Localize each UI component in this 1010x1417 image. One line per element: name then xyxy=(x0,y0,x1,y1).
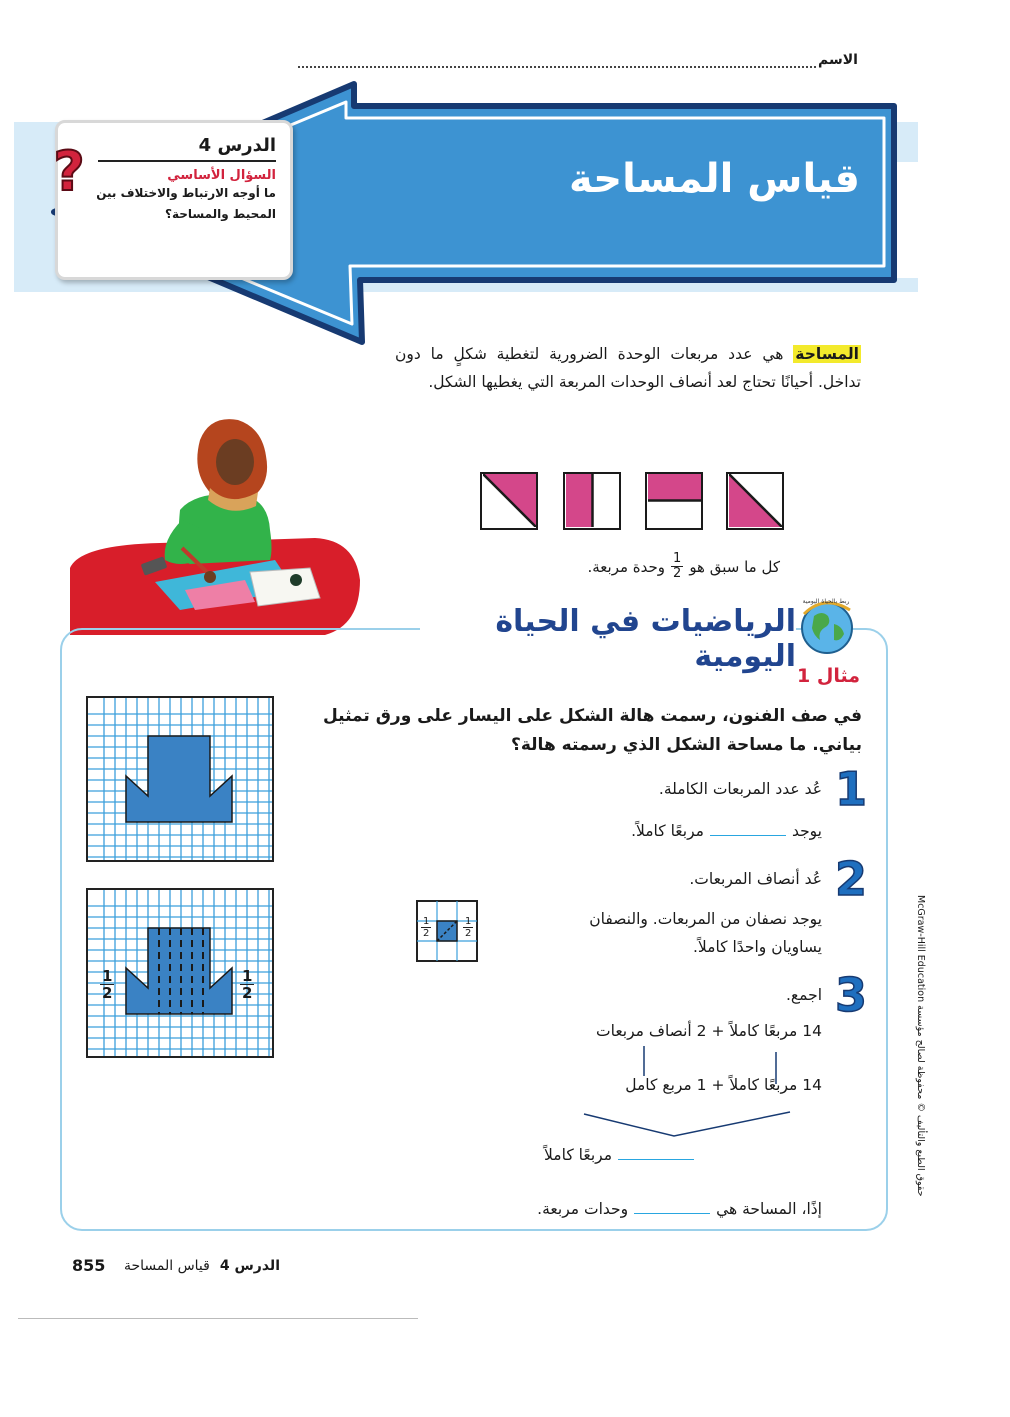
step-1-blank[interactable] xyxy=(710,824,786,836)
half-unit-caption xyxy=(470,552,780,581)
step-3-row-1: 14 مربعًا كاملاً + 2 أنصاف مربعات xyxy=(596,1022,822,1040)
caption-before: كل ما سبق هو xyxy=(689,557,780,576)
fraction-num: 1 xyxy=(423,916,430,927)
final-blank[interactable] xyxy=(634,1202,710,1214)
half-square-vertical xyxy=(563,472,621,530)
fraction-num: 1 xyxy=(242,967,253,985)
fraction-num: 1 xyxy=(465,916,472,927)
figure-right-half-label xyxy=(240,968,254,1001)
step-2-text: عُد أنصاف المربعات. xyxy=(689,870,822,888)
final-pre: إذًا، المساحة هي xyxy=(716,1200,822,1218)
fraction-num: 1 xyxy=(102,967,113,985)
step-3-total-blank[interactable] xyxy=(618,1148,694,1160)
final-post: وحدات مربعة. xyxy=(537,1200,629,1218)
globe-icon xyxy=(794,594,858,658)
step-3-number: 3 xyxy=(834,968,867,1022)
step-1-pre: يوجد xyxy=(791,822,822,840)
problem-text: في صف الفنون، رسمت هالة الشكل على اليسار على ورق تمثيل بياني. ما مساحة الشكل الذي رسمته هالة؟ xyxy=(322,706,862,755)
step-3-text: اجمع. xyxy=(785,986,822,1004)
half-square-diagonal-1 xyxy=(480,472,538,530)
fraction-den: 2 xyxy=(242,984,253,1002)
page-number: 855 xyxy=(72,1256,106,1275)
definition-paragraph xyxy=(395,340,861,396)
real-world-title: الرياضيات في الحياة اليومية xyxy=(420,598,796,654)
one-half-fraction xyxy=(671,552,683,581)
name-label: الاسم xyxy=(818,52,858,68)
grid-figure-whole xyxy=(86,696,274,862)
half-pair-left-label xyxy=(421,916,431,939)
example-label: مثال 1 xyxy=(797,665,860,687)
essential-question-label: السؤال الأساسي xyxy=(167,168,276,183)
fraction-den: 2 xyxy=(102,984,113,1002)
bottom-rule xyxy=(18,1318,418,1319)
step-1-post: مربعًا كاملاً. xyxy=(631,822,704,840)
svg-text:?: ? xyxy=(53,142,85,200)
step-1-text: عُد عدد المربعات الكاملة. xyxy=(658,780,822,798)
step-1-number: 1 xyxy=(834,762,867,816)
step-3-total-post: مربعًا كاملاً xyxy=(544,1146,612,1164)
fraction-den: 2 xyxy=(423,928,430,939)
question-mark-icon xyxy=(46,142,92,200)
page-title: قياس المساحة xyxy=(568,156,860,202)
half-square-diagonal-2 xyxy=(726,472,784,530)
figure-left-half-label xyxy=(100,968,114,1001)
caption-after: وحدة مربعة. xyxy=(587,557,666,576)
essential-question: ما أوجه الارتباط والاختلاف بين المحيط والمساحة؟ xyxy=(96,186,276,221)
step-2-line-2: يساويان واحدًا كاملاً. xyxy=(692,938,822,956)
footer-lesson: الدرس 4 xyxy=(219,1258,280,1274)
side-credit xyxy=(908,895,928,1195)
step-3-row-2: 14 مربعًا كاملاً + 1 مربع كامل xyxy=(625,1076,822,1094)
area-definition: هي عدد مربعات الوحدة الضرورية لتغطية شكلٍ ما دون تداخل. أحيانًا تحتاج لعد أنصاف الوحدات المربعة التي يغطيها الشكل. xyxy=(395,345,861,391)
step-2-number: 2 xyxy=(834,852,867,906)
step-3-total xyxy=(500,1146,700,1164)
step-3-final xyxy=(470,1200,822,1218)
step-1-line xyxy=(500,822,822,840)
half-pair-right-label xyxy=(463,916,473,939)
lesson-label: الدرس 4 xyxy=(98,135,276,162)
fraction-den: 2 xyxy=(465,928,472,939)
footer-topic: قياس المساحة xyxy=(123,1258,210,1274)
fraction-num: 1 xyxy=(673,551,682,566)
side-credit-text: حقوق الطبع والتأليف © محفوظة لصالح مؤسسة McGraw-Hill Education xyxy=(915,895,926,1197)
globe-caption: ربط بالحياة اليومية xyxy=(802,598,850,605)
student-drawing-photo xyxy=(70,410,370,635)
step-2-line-1: يوجد نصفان من المربعات. والنصفان xyxy=(589,910,822,928)
fraction-den: 2 xyxy=(673,566,682,581)
area-term: المساحة xyxy=(795,345,859,363)
half-square-horizontal xyxy=(645,472,703,530)
